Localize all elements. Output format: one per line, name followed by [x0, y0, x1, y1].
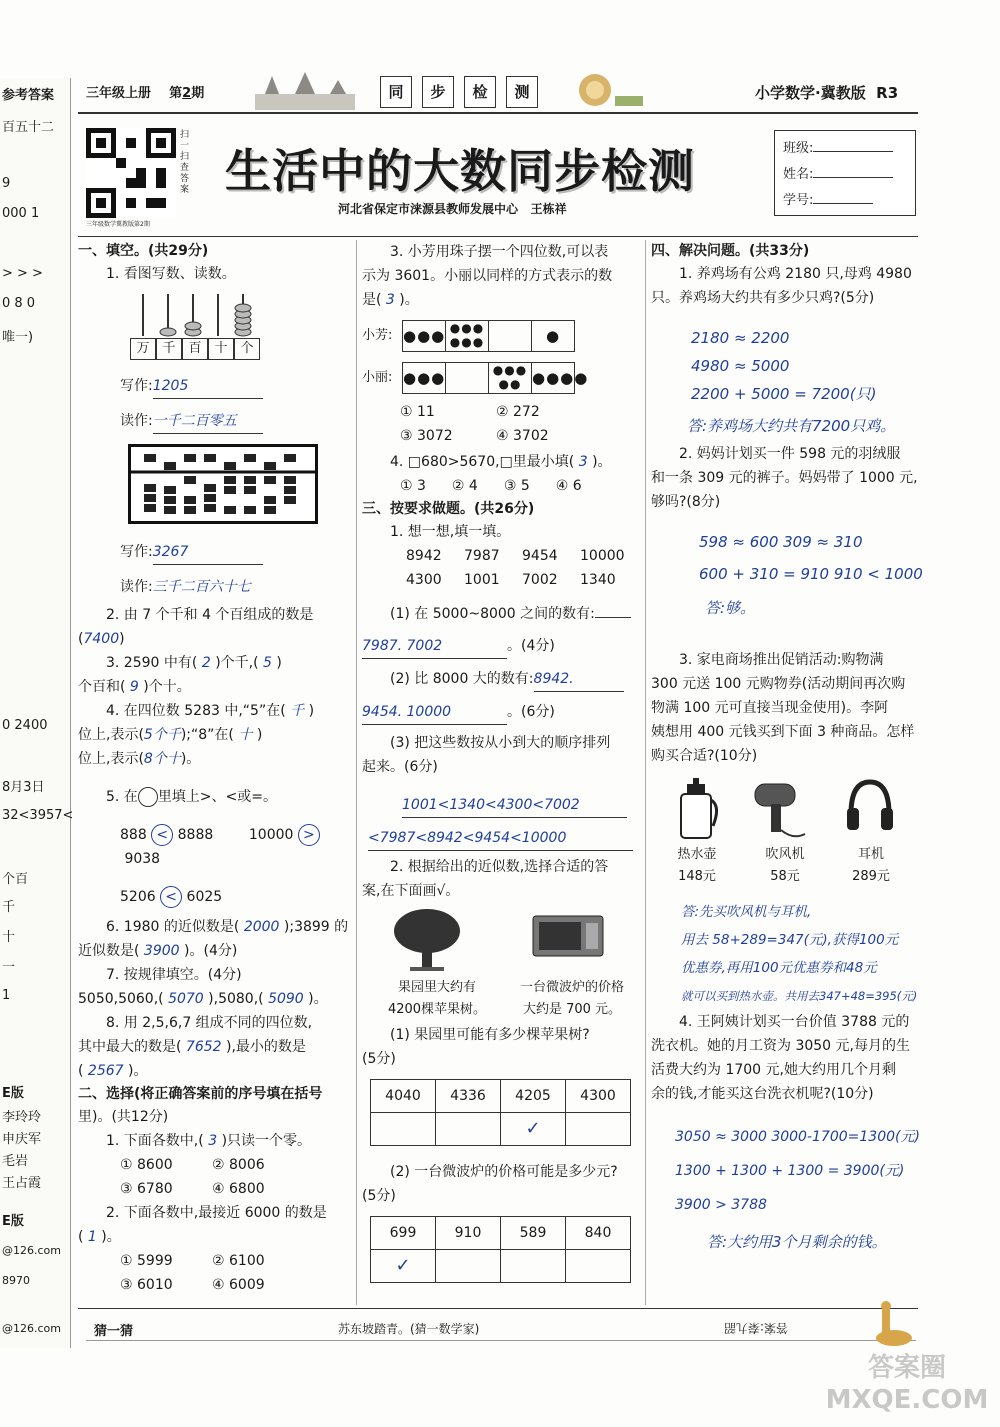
- choice-option[interactable]: ④ 6800: [212, 1181, 265, 1197]
- footer-answer: 答案:秦九韶: [724, 1321, 789, 1335]
- place-label: 千: [156, 338, 182, 360]
- section-heading: 三、按要求做题。(共26分): [362, 501, 535, 517]
- column-1: [78, 240, 353, 1297]
- lion-mascot-icon: [565, 70, 645, 110]
- question-text: (2) 一台微波炉的价格可能是多少元?: [390, 1164, 618, 1180]
- choice-option[interactable]: ② 4: [451, 478, 478, 494]
- number-item: 7002: [522, 572, 558, 588]
- number-item: 1340: [580, 572, 616, 588]
- strip-line: 申庆军: [2, 1132, 42, 1147]
- question-text: 只。养鸡场大约共有多少只鸡?(5分): [651, 290, 875, 306]
- answer-handwriting: 答:大约用3个月剩余的钱。: [707, 1233, 887, 1251]
- microwave-icon: [532, 915, 604, 959]
- circle-blank-icon: [138, 787, 158, 807]
- answer-handwriting: 7987. 7002: [362, 634, 507, 659]
- answer-handwriting: 3900: [143, 943, 180, 959]
- check-cell[interactable]: [436, 1113, 501, 1146]
- strip-line: 个百: [2, 872, 29, 887]
- grade-issue: 三年级上册 第2期: [86, 86, 205, 101]
- place-label: 万: [130, 338, 156, 360]
- read-line-2: 读作:三千二百六十七: [120, 579, 251, 595]
- banner-tile: 检: [464, 76, 496, 108]
- banner-tile: 测: [506, 76, 538, 108]
- student-id-field[interactable]: 学号:: [783, 189, 873, 208]
- choice-options: [362, 400, 640, 448]
- question-text: 物满 100 元可直接当现金使用)。李阿: [651, 700, 889, 716]
- bead-row-xiaofang: [362, 320, 640, 352]
- table-cell: 4205: [501, 1080, 566, 1113]
- product-hair-dryer: 吹风机 58元: [765, 847, 805, 884]
- strip-line: @126.com: [2, 1244, 61, 1257]
- question-text: 1. 想一想,填一填。: [390, 524, 511, 540]
- page-title: 生活中的大数同步检测: [225, 144, 695, 198]
- qr-side-label: 扫一扫 查答案: [180, 130, 190, 195]
- compare-answer: <: [160, 886, 182, 908]
- strip-line: 王占霞: [2, 1176, 42, 1191]
- question-answer-line: ( 1 )。: [78, 1229, 121, 1245]
- place-label: 个: [234, 338, 260, 360]
- image-caption: 一台微波炉的价格 大约是 700 元。: [519, 980, 624, 1017]
- answer-handwriting: 三千二百六十七: [152, 579, 251, 595]
- question-text: (1) 果园里可能有多少棵苹果树?: [390, 1027, 590, 1043]
- answer-handwriting: 2000: [243, 919, 280, 935]
- column-2: [362, 240, 640, 1283]
- question-text: 近似数是( 3900 )。(4分): [78, 943, 238, 959]
- row-label: 小芳:: [362, 328, 393, 343]
- strip-line: E版: [2, 1214, 24, 1229]
- place-value-labels: [130, 338, 260, 360]
- strip-line: 8月3日: [2, 780, 45, 795]
- choice-option[interactable]: ③ 5: [503, 478, 530, 494]
- strip-line: 0 2400: [2, 718, 48, 733]
- answer-handwriting: 5个千: [143, 727, 181, 743]
- banner-tiles: [380, 76, 560, 112]
- question-text: 购买合适?(10分): [651, 748, 758, 764]
- approx-images: [362, 903, 640, 1021]
- bead-grid: [402, 320, 575, 352]
- qr-caption: 三年级数学冀教版第2期: [86, 221, 150, 228]
- answer-handwriting: 答:够。: [705, 599, 756, 617]
- choice-option[interactable]: ② 8006: [212, 1157, 265, 1173]
- answer-handwriting: 5070: [168, 991, 204, 1007]
- question-text: 1. 养鸡场有公鸡 2180 只,母鸡 4980: [679, 266, 912, 282]
- question-text: 姨想用 400 元钱买到下面 3 种商品。怎样: [651, 724, 915, 740]
- choice-option[interactable]: ② 272: [496, 404, 540, 420]
- compare-answer: >: [298, 824, 320, 846]
- question-text: 示为 3601。小丽以同样的方式表示的数: [362, 268, 613, 284]
- work-handwriting: 2180 ≈ 2200 4980 ≈ 5000 2200 + 5000 = 7200(只): [691, 329, 877, 403]
- author-line: 河北省保定市涞源县教师发展中心 王栋祥: [338, 202, 567, 216]
- answer-handwriting: 3: [578, 454, 588, 470]
- product-kettle: 热水壶 148元: [677, 847, 717, 884]
- footer-bottom-rule: [86, 1340, 916, 1341]
- strip-line: @126.com: [2, 1322, 61, 1335]
- castle-illustration: [250, 72, 360, 112]
- tree-icon: [392, 907, 462, 973]
- question-answer-line: (7400): [78, 631, 125, 647]
- number-list: [362, 544, 640, 592]
- question-text: ( 2567 )。: [78, 1063, 148, 1079]
- kettle-icon: [673, 776, 721, 842]
- footer-rule: [78, 1308, 918, 1309]
- question-text: 洗衣机。她的月工资为 3050 元,每月的生: [651, 1038, 910, 1054]
- bead-cell: ●●●: [403, 321, 446, 351]
- number-item: 4300: [406, 572, 442, 588]
- choice-option[interactable]: ③ 6010: [120, 1277, 173, 1293]
- bead-cell: ●: [545, 327, 561, 345]
- bead-cell: [446, 363, 489, 393]
- question-text: 4. □680>5670,□里最小填( 3 )。: [390, 454, 612, 470]
- image-caption: 果园里大约有 4200棵苹果树。: [387, 980, 487, 1017]
- answer-handwriting: 5: [263, 655, 272, 671]
- number-item: 8942: [406, 548, 442, 564]
- question-text: 位上,表示(8个十)。: [78, 751, 201, 767]
- work-handwriting: 598 ≈ 600 309 ≈ 310 600 + 310 = 910 910 < 1000: [699, 533, 923, 583]
- question-text: 3. 2590 中有( 2 )个千,( 5 ): [106, 655, 282, 671]
- check-cell[interactable]: [566, 1113, 631, 1146]
- student-info-box: [774, 130, 916, 216]
- question-text: 5050,5060,( 5070 ),5080,( 5090 )。: [78, 991, 328, 1007]
- goods-images: [651, 774, 923, 892]
- watermark: 答案圈 MXQE.COM: [825, 1353, 989, 1415]
- question-text: (1) 在 5000~8000 之间的数有:: [362, 602, 640, 626]
- table-cell: 4300: [566, 1080, 631, 1113]
- column-divider: [645, 240, 646, 1305]
- bead-grid: [402, 362, 589, 394]
- question-text: 位上,表示(5个千);“8”在( 十 ): [78, 727, 263, 743]
- strip-line: 李玲玲: [2, 1110, 42, 1125]
- row-label: 小丽:: [362, 370, 393, 385]
- answer-handwriting: 十: [238, 727, 253, 743]
- choice-option[interactable]: ① 5999: [120, 1253, 173, 1269]
- number-item: 9454: [522, 548, 558, 564]
- answer-handwriting: 1: [87, 1229, 97, 1245]
- check-cell[interactable]: ✓: [501, 1113, 566, 1146]
- question-text: 4. 王阿姨计划买一台价值 3788 元的: [679, 1014, 910, 1030]
- comparison-row: 888 < 8888 10000 > 9038: [78, 823, 353, 871]
- answer-handwriting: 9: [129, 679, 139, 695]
- column-3: [651, 240, 923, 1254]
- check-cell[interactable]: [436, 1250, 501, 1283]
- strip-line: 0 8 0: [2, 296, 36, 311]
- write-line-1: 写作:1205: [78, 374, 353, 399]
- question-text: 7. 按规律填空。(4分): [106, 967, 242, 983]
- read-line-1: 读作:一千二百零五: [78, 409, 353, 434]
- abacus-icon: [128, 444, 318, 524]
- choice-option[interactable]: ③ 6780: [120, 1181, 173, 1197]
- header-bottom-rule: [78, 236, 918, 237]
- answer-handwriting: 5090: [268, 991, 304, 1007]
- answer-handwriting: 3: [385, 292, 395, 308]
- question-text: 起来。(6分): [362, 759, 438, 775]
- place-label: 十: [208, 338, 234, 360]
- choice-option[interactable]: ④ 6009: [212, 1277, 265, 1293]
- choice-option[interactable]: ④ 3702: [496, 428, 549, 444]
- table-cell: 840: [566, 1217, 631, 1250]
- choice-option[interactable]: ① 11: [400, 404, 435, 420]
- section-heading: 四、解决问题。(共33分): [651, 243, 810, 259]
- choice-options: [78, 1249, 353, 1297]
- question-answer-line: [362, 793, 640, 818]
- counting-frame: [78, 286, 353, 364]
- bead-cell: ●●● ●●: [489, 363, 532, 393]
- question-text: 1. 看图写数、读数。: [106, 266, 236, 282]
- question-text: 2. 由 7 个千和 4 个百组成的数是: [106, 607, 314, 623]
- question-text: 案,在下面画√。: [362, 883, 460, 899]
- strip-line: 参考答案: [2, 88, 55, 103]
- question-text: 是( 3 )。: [362, 292, 419, 308]
- answer-handwriting: <7987<8942<9454<10000: [368, 826, 633, 851]
- number-item: 7987: [464, 548, 500, 564]
- strip-line: 百五十二: [2, 120, 55, 135]
- question-text: 1. 下面各数中,( 3 )只读一个零。: [106, 1133, 312, 1149]
- strip-line: 1: [2, 988, 11, 1003]
- choice-option[interactable]: ① 8600: [120, 1157, 173, 1173]
- question-answer-line: [362, 826, 640, 851]
- footer-riddle: 苏东坡踏青。(猜一数学家): [338, 1322, 480, 1336]
- answer-handwriting: 1001<1340<4300<7002: [402, 793, 627, 818]
- answer-handwriting: 7400: [83, 631, 120, 647]
- work-handwriting: 答:先买吹风机与耳机, 用去 58+289=347(元),获得100元 优惠券,再用100元优惠券和48元 就可以买到热水壶。共用去347+48=395(元): [681, 904, 918, 1003]
- table-cell: 4336: [436, 1080, 501, 1113]
- answer-handwriting: 3267: [153, 540, 263, 565]
- strip-line: 32<3957<: [2, 808, 74, 823]
- header-rule: [78, 112, 918, 114]
- check-cell[interactable]: [566, 1250, 631, 1283]
- section-heading: 二、选择(将正确答案前的序号填在括号: [78, 1086, 323, 1102]
- choice-option[interactable]: ④ 6: [555, 478, 582, 494]
- question-answer-line: 7987. 7002 。(4分): [362, 634, 640, 659]
- strip-line: 千: [2, 900, 16, 915]
- place-label: 百: [182, 338, 208, 360]
- table-cell: 589: [501, 1217, 566, 1250]
- footer-label: 猜一猜: [94, 1324, 134, 1339]
- question-text: 6. 1980 的近似数是( 2000 );3899 的: [106, 919, 349, 935]
- question-answer-line: 9454. 10000 。(6分): [362, 700, 640, 725]
- product-headphones: 耳机 289元: [852, 847, 890, 884]
- check-cell[interactable]: ✓: [371, 1250, 436, 1283]
- question-text: (5分): [362, 1051, 396, 1067]
- choice-option[interactable]: ② 6100: [212, 1253, 265, 1269]
- answer-handwriting: 千: [290, 703, 305, 719]
- banner-tile: 同: [380, 76, 412, 108]
- qr-code-icon: [86, 128, 176, 218]
- answer-handwriting: 1205: [153, 374, 263, 399]
- comparison-row: 5206 < 6025: [78, 885, 353, 909]
- table-cell: 699: [371, 1217, 436, 1250]
- choice-table: [370, 1079, 631, 1146]
- check-cell[interactable]: [501, 1250, 566, 1283]
- strip-line: 十: [2, 930, 16, 945]
- strip-line: 000 1: [2, 206, 40, 221]
- table-cell: 910: [436, 1217, 501, 1250]
- question-text: 活费大约为 1700 元,她大约用几个月剩: [651, 1062, 896, 1078]
- bead-row-xiaoli: [362, 362, 640, 394]
- bead-cell: [489, 321, 532, 351]
- question-text: (3) 把这些数按从小到大的顺序排列: [390, 735, 611, 751]
- write-line-2: 写作:3267: [78, 540, 353, 565]
- giraffe-icon: [860, 1300, 920, 1350]
- answer-handwriting: 8个十: [143, 751, 181, 767]
- banner-tile: 步: [422, 76, 454, 108]
- class-field[interactable]: 班级:: [783, 137, 893, 156]
- question-text: 其中最大的数是( 7652 ),最小的数是: [78, 1039, 306, 1055]
- bead-cell: ●●● ●●●: [446, 321, 489, 351]
- choice-options: [362, 474, 640, 498]
- headphones-icon: [845, 778, 895, 834]
- question-text: 个百和( 9 )个十。: [78, 679, 191, 695]
- question-text: 2. 下面各数中,最接近 6000 的数是: [106, 1205, 327, 1221]
- section-heading: 一、填空。(共29分): [78, 243, 209, 259]
- question-text: 300 元送 100 元购物券(活动期间再次购: [651, 676, 906, 692]
- compare-answer: <: [151, 824, 173, 846]
- number-item: 10000: [580, 548, 625, 564]
- answer-handwriting: 答:养鸡场大约共有7200只鸡。: [687, 417, 896, 435]
- question-text: (5分): [362, 1188, 396, 1204]
- question-text: 余的钱,才能买这台洗衣机呢?(10分): [651, 1086, 874, 1102]
- answer-handwriting: 9454. 10000: [362, 700, 507, 725]
- strip-line: 唯一): [2, 330, 34, 345]
- choice-option[interactable]: ③ 3072: [400, 428, 453, 444]
- name-field[interactable]: 姓名:: [783, 163, 893, 182]
- question-text: 和一条 309 元的裤子。妈妈带了 1000 元,: [651, 470, 918, 486]
- answer-handwriting: 2567: [87, 1063, 124, 1079]
- strip-line: 毛岩: [2, 1154, 29, 1169]
- strip-line: 一: [2, 960, 16, 975]
- strip-line: E版: [2, 1086, 24, 1101]
- strip-line: 8970: [2, 1274, 30, 1287]
- answer-handwriting: 8942.: [534, 667, 624, 692]
- choice-options: [78, 1153, 353, 1201]
- hair-dryer-icon: [753, 780, 809, 842]
- question-text: 8. 用 2,5,6,7 组成不同的四位数,: [106, 1015, 313, 1031]
- question-text: 4. 在四位数 5283 中,“5”在( 千 ): [106, 703, 315, 719]
- left-answer-strip: [0, 78, 74, 1348]
- work-handwriting: 3050 ≈ 3000 3000-1700=1300(元) 1300 + 1300 + 1300 = 3900(元) 3900 > 3788: [675, 1129, 920, 1213]
- number-item: 1001: [464, 572, 500, 588]
- strip-line: > > >: [2, 266, 43, 281]
- check-cell[interactable]: [371, 1113, 436, 1146]
- question-text: (2) 比 8000 大的数有:8942.: [362, 667, 640, 692]
- table-cell: 4040: [371, 1080, 436, 1113]
- column-divider: [356, 240, 357, 1305]
- choice-option[interactable]: ① 3: [400, 478, 426, 494]
- section-heading-cont: 里)。(共12分): [78, 1109, 169, 1125]
- question-text: 3. 家电商场推出促销活动:购物满: [679, 652, 884, 668]
- subject-label: 小学数学·冀教版 R3: [755, 84, 899, 102]
- question-text: 2. 根据给出的近似数,选择合适的答: [390, 859, 609, 875]
- answer-handwriting: 一千二百零五: [153, 409, 263, 434]
- answer-handwriting: 7652: [185, 1039, 222, 1055]
- question-text: 够吗?(8分): [651, 494, 721, 510]
- answer-handwriting: 2: [201, 655, 211, 671]
- question-text: 5. 在 里填上>、<或=。: [106, 789, 278, 805]
- bead-cell: ●●●●: [532, 369, 589, 387]
- question-text: 2. 妈妈计划买一件 598 元的羽绒服: [679, 446, 901, 462]
- bead-cell: ●●●: [403, 363, 446, 393]
- abacus-image: [78, 440, 353, 532]
- strip-line: 9: [2, 176, 11, 191]
- answer-handwriting: 3: [208, 1133, 218, 1149]
- question-text: 3. 小芳用珠子摆一个四位数,可以表: [390, 244, 609, 260]
- choice-table: [370, 1216, 631, 1283]
